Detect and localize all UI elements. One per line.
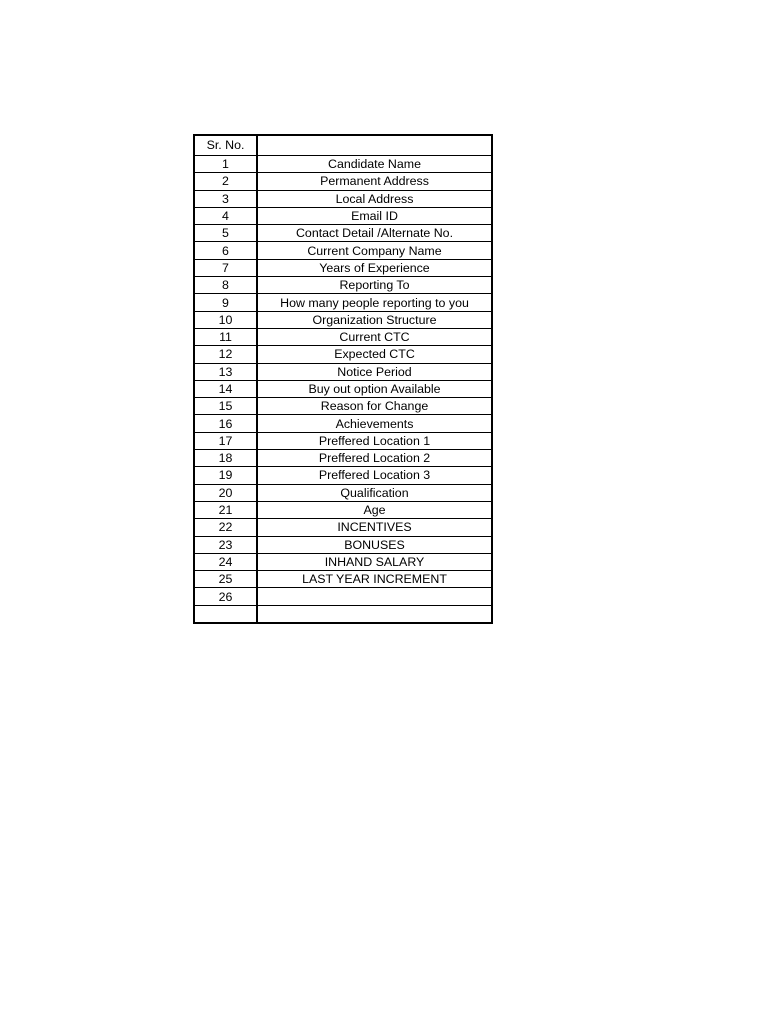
table-row	[194, 311, 492, 328]
serial-number-cell[interactable]: 9	[194, 294, 257, 311]
field-name-cell[interactable]: INCENTIVES	[257, 519, 492, 536]
serial-number-cell[interactable]: 5	[194, 225, 257, 242]
field-name-cell[interactable]: Current CTC	[257, 328, 492, 345]
table-row	[194, 346, 492, 363]
field-name-cell[interactable]: Reason for Change	[257, 398, 492, 415]
table-row	[194, 259, 492, 276]
header-serial-cell[interactable]: Sr. No.	[194, 135, 257, 156]
serial-number-cell[interactable]: 12	[194, 346, 257, 363]
table-row	[194, 415, 492, 432]
table-row	[194, 277, 492, 294]
table-row	[194, 450, 492, 467]
header-field-cell[interactable]	[257, 135, 492, 156]
field-name-cell[interactable]: Organization Structure	[257, 311, 492, 328]
serial-number-cell[interactable]: 1	[194, 156, 257, 173]
field-name-cell[interactable]: Buy out option Available	[257, 380, 492, 397]
serial-number-cell[interactable]: 21	[194, 501, 257, 518]
field-name-cell[interactable]: Expected CTC	[257, 346, 492, 363]
table-row	[194, 432, 492, 449]
table-row	[194, 605, 492, 623]
serial-number-cell[interactable]: 19	[194, 467, 257, 484]
serial-number-cell[interactable]: 24	[194, 553, 257, 570]
field-name-cell[interactable]	[257, 588, 492, 605]
serial-number-cell[interactable]: 7	[194, 259, 257, 276]
table-row	[194, 571, 492, 588]
field-name-cell[interactable]: BONUSES	[257, 536, 492, 553]
table-row	[194, 156, 492, 173]
table-row	[194, 398, 492, 415]
table-row	[194, 363, 492, 380]
serial-number-cell[interactable]: 15	[194, 398, 257, 415]
field-name-cell[interactable]: Qualification	[257, 484, 492, 501]
table-row	[194, 536, 492, 553]
table-body	[194, 135, 492, 623]
serial-number-cell[interactable]: 2	[194, 173, 257, 190]
table-row	[194, 553, 492, 570]
field-name-cell[interactable]: Achievements	[257, 415, 492, 432]
serial-number-cell[interactable]	[194, 605, 257, 623]
serial-number-cell[interactable]: 3	[194, 190, 257, 207]
field-name-cell[interactable]: Candidate Name	[257, 156, 492, 173]
table-row	[194, 207, 492, 224]
serial-number-cell[interactable]: 26	[194, 588, 257, 605]
serial-number-cell[interactable]: 14	[194, 380, 257, 397]
table-row	[194, 501, 492, 518]
field-name-cell[interactable]: LAST YEAR INCREMENT	[257, 571, 492, 588]
table-row	[194, 294, 492, 311]
serial-number-cell[interactable]: 17	[194, 432, 257, 449]
table-row	[194, 190, 492, 207]
field-name-cell[interactable]: Reporting To	[257, 277, 492, 294]
field-name-cell[interactable]: Notice Period	[257, 363, 492, 380]
field-name-cell[interactable]: Years of Experience	[257, 259, 492, 276]
field-name-cell[interactable]: Email ID	[257, 207, 492, 224]
table-row	[194, 588, 492, 605]
table-row	[194, 467, 492, 484]
serial-number-cell[interactable]: 16	[194, 415, 257, 432]
serial-number-cell[interactable]: 23	[194, 536, 257, 553]
table-row	[194, 225, 492, 242]
serial-number-cell[interactable]: 11	[194, 328, 257, 345]
serial-number-cell[interactable]: 6	[194, 242, 257, 259]
table-row	[194, 519, 492, 536]
field-name-cell[interactable]: Preffered Location 3	[257, 467, 492, 484]
serial-number-cell[interactable]: 4	[194, 207, 257, 224]
serial-number-cell[interactable]: 22	[194, 519, 257, 536]
field-name-cell[interactable]: Preffered Location 1	[257, 432, 492, 449]
serial-number-cell[interactable]: 18	[194, 450, 257, 467]
table-row	[194, 484, 492, 501]
field-name-cell[interactable]: Age	[257, 501, 492, 518]
table-row	[194, 380, 492, 397]
field-name-cell[interactable]: Contact Detail /Alternate No.	[257, 225, 492, 242]
serial-number-cell[interactable]: 25	[194, 571, 257, 588]
candidate-details-table	[193, 134, 493, 624]
field-name-cell[interactable]: Local Address	[257, 190, 492, 207]
serial-number-cell[interactable]: 10	[194, 311, 257, 328]
field-name-cell[interactable]: Permanent Address	[257, 173, 492, 190]
field-name-cell[interactable]: How many people reporting to you	[257, 294, 492, 311]
serial-number-cell[interactable]: 8	[194, 277, 257, 294]
field-name-cell[interactable]	[257, 605, 492, 623]
table-row	[194, 328, 492, 345]
serial-number-cell[interactable]: 13	[194, 363, 257, 380]
header-row	[194, 135, 492, 156]
field-name-cell[interactable]: Current Company Name	[257, 242, 492, 259]
field-name-cell[interactable]: INHAND SALARY	[257, 553, 492, 570]
field-name-cell[interactable]: Preffered Location 2	[257, 450, 492, 467]
serial-number-cell[interactable]: 20	[194, 484, 257, 501]
table-row	[194, 173, 492, 190]
table-row	[194, 242, 492, 259]
